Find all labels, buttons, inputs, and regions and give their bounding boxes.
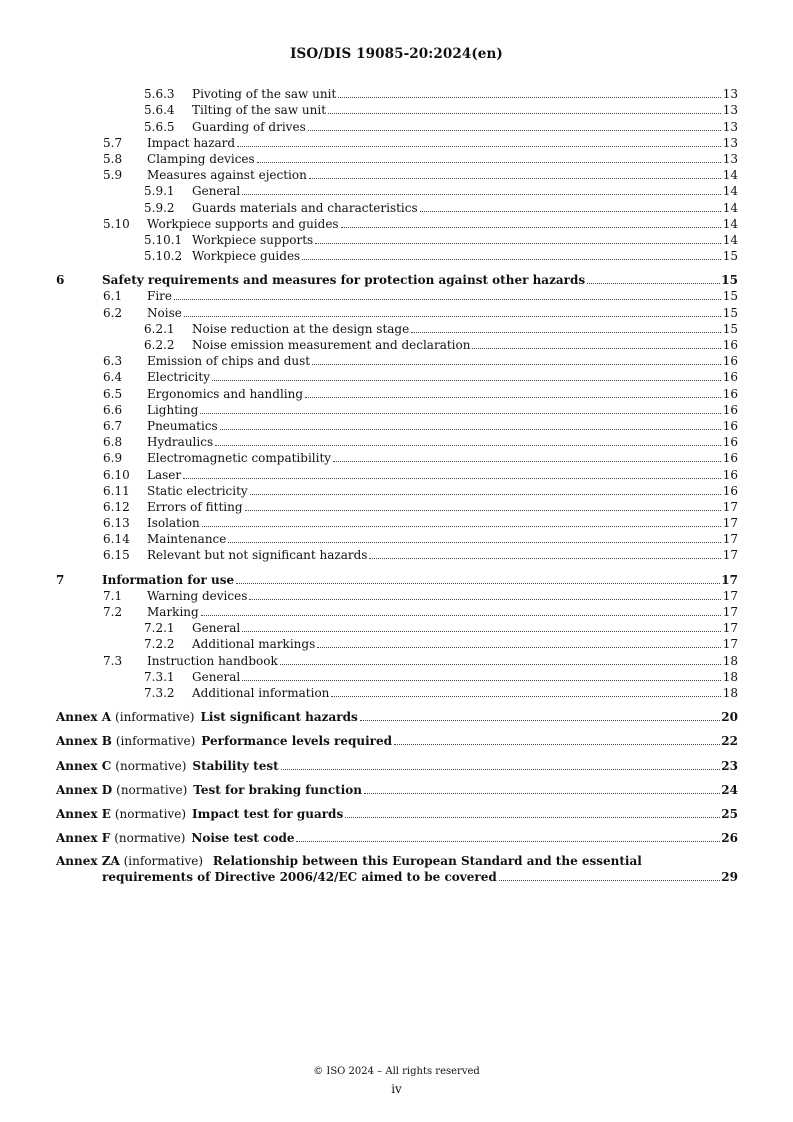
toc-entry-title-wrap <box>147 531 722 547</box>
toc-leader-dots <box>305 397 721 398</box>
toc-entry-title: Noise emission measurement and declaration <box>192 338 471 352</box>
toc-leader-dots <box>174 299 721 300</box>
toc-leader-dots <box>212 380 721 381</box>
toc-annex-entry[interactable] <box>56 806 738 822</box>
toc-entry-number: 7.3.1 <box>144 669 175 684</box>
toc-entry[interactable] <box>56 385 738 401</box>
toc-entry[interactable] <box>56 588 738 604</box>
annex-kind: (normative) <box>116 782 188 797</box>
annex-label: Annex B <box>56 734 112 749</box>
table-of-contents <box>56 86 738 885</box>
toc-entry[interactable] <box>56 669 738 685</box>
toc-entry-page: 14 <box>722 216 738 231</box>
toc-annex-title-wrap <box>56 782 721 798</box>
toc-entry-title-wrap <box>192 102 722 118</box>
annex-za-title-line1: Relationship between this European Standard and the essential <box>212 854 642 869</box>
toc-entry[interactable] <box>56 402 738 418</box>
toc-entry[interactable] <box>56 604 738 620</box>
toc-entry[interactable] <box>56 418 738 434</box>
toc-entry-title: General <box>192 184 241 199</box>
toc-entry-number: 6.6 <box>103 402 123 417</box>
toc-leader-dots <box>242 680 721 681</box>
toc-entry-title: Ergonomics and handling <box>147 386 304 401</box>
toc-entry-number: 6.4 <box>103 370 123 385</box>
toc-entry-title: Guards materials and characteristics <box>192 200 418 215</box>
toc-entry[interactable] <box>56 199 738 215</box>
annex-za-page: 29 <box>721 869 738 884</box>
toc-entry[interactable] <box>56 86 738 102</box>
toc-leader-dots <box>228 542 721 543</box>
toc-leader-dots <box>242 194 721 195</box>
toc-entry-title-wrap <box>147 216 722 232</box>
toc-leader-dots <box>341 227 721 228</box>
page-footer <box>0 1066 793 1096</box>
toc-entry-title: Information for use <box>102 572 235 587</box>
toc-entry-title-wrap <box>147 418 722 434</box>
toc-entry-title-wrap <box>147 588 722 604</box>
toc-entry-page: 15 <box>721 273 738 288</box>
toc-annex-title-wrap <box>56 709 721 725</box>
toc-entry-number: 5.8 <box>103 151 123 166</box>
toc-entry-number: 6.2.1 <box>144 321 175 336</box>
toc-entry[interactable] <box>56 167 738 183</box>
toc-entry-number: 7.2.2 <box>144 637 175 652</box>
toc-entry-title: Pneumatics <box>147 418 218 433</box>
toc-leader-dots <box>338 97 721 98</box>
toc-entry-title-wrap <box>192 636 722 652</box>
toc-entry-title-wrap <box>147 653 722 669</box>
toc-entry-page: 17 <box>722 516 738 531</box>
toc-leader-dots <box>360 720 721 721</box>
toc-entry-number: 5.10.1 <box>144 232 183 247</box>
toc-entry-number: 7.2.1 <box>144 621 175 636</box>
toc-entry-page: 16 <box>722 483 738 498</box>
toc-entry[interactable] <box>56 248 738 264</box>
toc-entry-number: 5.6.5 <box>144 119 175 134</box>
annex-title: List significant hazards <box>200 710 358 725</box>
toc-entry[interactable] <box>56 183 738 199</box>
annex-label: Annex A <box>56 710 112 725</box>
toc-leader-dots <box>296 841 720 842</box>
toc-entry-page: 16 <box>722 402 738 417</box>
toc-leader-dots <box>331 696 721 697</box>
toc-entry-page: 16 <box>722 370 738 385</box>
toc-entry-title-wrap <box>192 321 722 337</box>
toc-entry-title: Marking <box>147 605 199 619</box>
annex-page: 24 <box>721 782 738 797</box>
toc-entry-title: Noise reduction at the design stage <box>192 321 410 336</box>
toc-entry-page: 15 <box>722 289 738 304</box>
toc-entry-title-wrap <box>147 515 722 531</box>
toc-entry-number: 7.3.2 <box>144 685 175 700</box>
toc-entry-page: 16 <box>722 467 738 482</box>
toc-entry-page: 14 <box>722 200 738 215</box>
toc-entry-number: 5.9.1 <box>144 184 175 199</box>
toc-entry[interactable] <box>56 216 738 232</box>
toc-leader-dots <box>499 880 721 881</box>
toc-leader-dots <box>249 599 721 600</box>
toc-annex-title-wrap <box>56 758 721 774</box>
toc-entry[interactable] <box>56 321 738 337</box>
toc-entry[interactable] <box>56 466 738 482</box>
toc-entry-title: Pivoting of the saw unit <box>192 87 337 102</box>
toc-entry-number: 6.10 <box>103 467 130 482</box>
toc-entry-number: 5.6.4 <box>144 103 175 118</box>
toc-entry-title: Additional markings <box>192 637 316 652</box>
annex-label: Annex E <box>56 806 111 821</box>
toc-entry-number: 6.9 <box>103 451 123 466</box>
annex-za-title-line2: requirements of Directive 2006/42/EC aimed to be covered <box>102 869 497 884</box>
annex-page: 26 <box>721 831 738 846</box>
toc-entry-title-wrap <box>192 119 722 135</box>
toc-entry-title-wrap <box>192 669 722 685</box>
toc-entry[interactable] <box>56 304 738 320</box>
annex-label: Annex F <box>56 831 111 846</box>
toc-annexes <box>56 709 738 846</box>
toc-leader-dots <box>184 316 721 317</box>
toc-entry-title: Tilting of the saw unit <box>192 103 327 118</box>
annex-title: Test for braking function <box>193 782 363 797</box>
toc-entry-title: Safety requirements and measures for protection against other hazards <box>102 273 586 288</box>
toc-leader-dots <box>183 478 721 479</box>
annex-kind: (normative) <box>115 758 187 773</box>
toc-entry-page: 13 <box>722 87 738 102</box>
toc-annex-entry[interactable] <box>56 830 738 846</box>
toc-leader-dots <box>200 413 721 414</box>
toc-entry-title: General <box>192 669 241 684</box>
toc-entry-title-wrap <box>147 450 722 466</box>
toc-entry-page: 18 <box>722 685 738 700</box>
annex-page: 25 <box>721 806 738 821</box>
toc-entry-title: Workpiece supports and guides <box>147 216 339 231</box>
toc-entry[interactable] <box>56 685 738 701</box>
page-number: iv <box>391 1082 402 1096</box>
toc-entry-title: Electromagnetic compatibility <box>147 451 332 466</box>
toc-entry[interactable] <box>56 499 738 515</box>
toc-entry-page: 14 <box>722 168 738 183</box>
toc-entry[interactable] <box>56 620 738 636</box>
toc-entry-number: 6.2.2 <box>144 338 175 352</box>
toc-entry-title: Guarding of drives <box>192 119 306 134</box>
toc-entry-title-wrap <box>147 305 722 321</box>
toc-entry[interactable] <box>56 151 738 167</box>
toc-entry[interactable] <box>56 483 738 499</box>
toc-entry[interactable] <box>56 272 738 288</box>
toc-entry-title: Workpiece supports <box>192 232 314 247</box>
toc-entry-page: 13 <box>722 151 738 166</box>
toc-annex-entry[interactable] <box>56 733 738 749</box>
toc-entry-number: 5.7 <box>103 135 123 150</box>
toc-leader-dots <box>281 769 721 770</box>
toc-entry-title: Measures against ejection <box>147 168 307 183</box>
toc-leader-dots <box>315 243 721 244</box>
toc-entry-title-wrap <box>147 604 722 620</box>
toc-entry-page: 16 <box>722 435 738 450</box>
toc-annex-title-wrap <box>56 830 721 846</box>
toc-entry-page: 17 <box>722 621 738 636</box>
toc-leader-dots <box>257 162 721 163</box>
toc-entry-title: Clamping devices <box>147 151 255 166</box>
annex-kind: (normative) <box>114 831 186 846</box>
toc-entry-page: 17 <box>722 605 738 619</box>
toc-entry-title: Workpiece guides <box>192 249 301 264</box>
toc-entry-title-wrap <box>192 200 722 216</box>
toc-entry-title-wrap <box>192 620 722 636</box>
toc-annex-entry[interactable] <box>56 709 738 725</box>
toc-entry-number: 6.11 <box>103 483 130 498</box>
toc-entry-page: 16 <box>722 354 738 369</box>
toc-entry[interactable] <box>56 102 738 118</box>
toc-entry-title-wrap <box>147 386 722 402</box>
toc-leader-dots <box>215 445 721 446</box>
toc-annex-entry[interactable] <box>56 757 738 773</box>
toc-entry-page: 18 <box>722 653 738 668</box>
toc-leader-dots <box>364 793 720 794</box>
toc-leader-dots <box>369 558 721 559</box>
toc-leader-dots <box>309 178 721 179</box>
toc-entry-title-wrap <box>102 272 721 288</box>
annex-page: 22 <box>721 734 738 749</box>
toc-annex-za[interactable] <box>56 854 738 885</box>
toc-entry-title: Errors of fitting <box>147 499 243 514</box>
toc-leader-dots <box>333 461 721 462</box>
toc-entry-title: Warning devices <box>147 588 248 603</box>
toc-entry-page: 13 <box>722 103 738 118</box>
annex-za-kind: (informative) <box>123 854 204 869</box>
toc-entry[interactable] <box>56 232 738 248</box>
toc-entry-page: 16 <box>722 338 738 352</box>
toc-entry-title-wrap <box>147 499 722 515</box>
toc-entry-title-wrap <box>147 151 722 167</box>
toc-entry-number: 6.1 <box>103 289 123 304</box>
toc-entry-page: 16 <box>722 451 738 466</box>
toc-leader-dots <box>328 113 721 114</box>
toc-entry-number: 6 <box>56 273 65 288</box>
toc-entry[interactable] <box>56 369 738 385</box>
toc-leader-dots <box>394 744 720 745</box>
document-header: ISO/DIS 19085-20:2024(en) <box>290 46 503 62</box>
toc-entry-number: 6.15 <box>103 548 130 563</box>
toc-entry-number: 5.10 <box>103 216 130 231</box>
toc-entry-number: 7 <box>56 572 65 587</box>
toc-entry-title-wrap <box>192 685 722 701</box>
toc-entry-title: Hydraulics <box>147 435 214 450</box>
toc-entry-page: 17 <box>722 499 738 514</box>
toc-entry-number: 6.7 <box>103 418 123 433</box>
toc-entry-title: Lighting <box>147 402 199 417</box>
annex-kind: (informative) <box>115 734 196 749</box>
toc-entry-number: 6.8 <box>103 435 123 450</box>
toc-entry[interactable] <box>56 652 738 668</box>
toc-entry[interactable] <box>56 547 738 563</box>
toc-entry-number: 5.10.2 <box>144 249 183 264</box>
toc-entry-title: Emission of chips and dust <box>147 354 311 369</box>
toc-leader-dots <box>201 615 721 616</box>
toc-entry[interactable] <box>56 434 738 450</box>
annex-kind: (informative) <box>115 710 195 725</box>
toc-entry-title-wrap <box>192 232 722 248</box>
annex-title: Stability test <box>192 758 279 773</box>
toc-entry-page: 15 <box>722 249 738 264</box>
toc-leader-dots <box>312 364 721 365</box>
annex-page: 23 <box>721 758 738 773</box>
toc-leader-dots <box>587 283 720 284</box>
annex-title: Impact test for guards <box>192 806 344 821</box>
toc-entry[interactable] <box>56 337 738 353</box>
toc-leader-dots <box>250 494 721 495</box>
toc-entry-title-wrap <box>147 547 722 563</box>
toc-entry-title: Laser <box>147 467 182 482</box>
toc-entry-title: Additional information <box>192 685 330 700</box>
annex-za-label: Annex ZA <box>56 854 120 869</box>
toc-leader-dots <box>236 583 720 584</box>
toc-leader-dots <box>420 211 721 212</box>
toc-entry-title-wrap <box>147 353 722 369</box>
toc-leader-dots <box>472 348 721 349</box>
toc-entry-title: Static electricity <box>147 483 248 498</box>
toc-leader-dots <box>237 146 721 147</box>
toc-entry-title: Relevant but not significant hazards <box>147 548 368 563</box>
annex-kind: (normative) <box>114 806 187 821</box>
toc-entry-number: 6.3 <box>103 354 123 369</box>
toc-entry-number: 7.1 <box>103 588 123 603</box>
toc-annex-title-wrap <box>56 806 721 822</box>
toc-entry-page: 14 <box>722 232 738 247</box>
toc-entry-number: 7.2 <box>103 605 123 619</box>
toc-entry-page: 13 <box>722 135 738 150</box>
toc-entry[interactable] <box>56 531 738 547</box>
toc-entry[interactable] <box>56 636 738 652</box>
toc-entry-title-wrap <box>102 572 721 588</box>
toc-entry-title-wrap <box>192 86 722 102</box>
toc-entry-number: 6.12 <box>103 499 130 514</box>
copyright-notice: © ISO 2024 – All rights reserved <box>313 1066 480 1077</box>
toc-entry-number: 6.5 <box>103 386 123 401</box>
toc-entry-number: 5.6.3 <box>144 87 175 102</box>
toc-entry-title-wrap <box>192 337 722 353</box>
toc-entry-number: 5.9 <box>103 168 123 183</box>
toc-entry-number: 5.9.2 <box>144 200 175 215</box>
toc-entry-page: 15 <box>722 305 738 320</box>
annex-label: Annex D <box>56 782 113 797</box>
toc-entry-number: 6.2 <box>103 305 123 320</box>
toc-entry-page: 18 <box>722 669 738 684</box>
toc-entry-title-wrap <box>147 288 722 304</box>
toc-leader-dots <box>245 510 721 511</box>
toc-leader-dots <box>302 259 721 260</box>
toc-entry-title-wrap <box>147 402 722 418</box>
toc-entry-title-wrap <box>147 167 722 183</box>
toc-entry-title-wrap <box>147 135 722 151</box>
toc-entry-number: 7.3 <box>103 653 123 668</box>
toc-entry[interactable] <box>56 288 738 304</box>
annex-label: Annex C <box>56 758 112 773</box>
toc-entry-title: Noise <box>147 305 182 320</box>
toc-leader-dots <box>411 332 721 333</box>
toc-entry-page: 13 <box>722 119 738 134</box>
toc-entry-title: General <box>192 621 241 636</box>
annex-title: Noise test code <box>191 831 295 846</box>
toc-entries <box>56 86 738 701</box>
toc-leader-dots <box>220 429 721 430</box>
annex-title: Performance levels required <box>201 734 393 749</box>
toc-entry-page: 17 <box>722 532 738 547</box>
toc-entry[interactable] <box>56 571 738 587</box>
toc-entry-number: 6.13 <box>103 516 130 531</box>
toc-entry-title: Impact hazard <box>147 135 236 150</box>
toc-entry-title-wrap <box>147 369 722 385</box>
toc-entry[interactable] <box>56 135 738 151</box>
toc-entry-page: 15 <box>722 321 738 336</box>
toc-entry-page: 17 <box>721 572 738 587</box>
toc-leader-dots <box>280 664 721 665</box>
toc-leader-dots <box>202 526 721 527</box>
toc-leader-dots <box>242 631 721 632</box>
toc-leader-dots <box>308 130 721 131</box>
annex-page: 20 <box>721 710 738 725</box>
toc-annex-entry[interactable] <box>56 782 738 798</box>
toc-entry[interactable] <box>56 515 738 531</box>
toc-entry-title-wrap <box>192 248 722 264</box>
toc-entry-title: Isolation <box>147 516 200 531</box>
toc-entry-page: 17 <box>722 588 738 603</box>
toc-entry-title: Fire <box>147 289 173 304</box>
toc-leader-dots <box>317 647 721 648</box>
toc-entry-title: Maintenance <box>147 532 227 547</box>
toc-entry-page: 17 <box>722 637 738 652</box>
toc-annex-title-wrap <box>56 733 721 749</box>
toc-entry-page: 14 <box>722 184 738 199</box>
toc-entry-title: Electricity <box>147 370 210 385</box>
toc-leader-dots <box>345 817 720 818</box>
toc-entry[interactable] <box>56 450 738 466</box>
toc-entry-number: 6.14 <box>103 532 130 547</box>
toc-entry[interactable] <box>56 118 738 134</box>
toc-entry-title: Instruction handbook <box>147 653 278 668</box>
toc-entry-title-wrap <box>147 434 722 450</box>
toc-entry-page: 17 <box>722 548 738 563</box>
toc-entry-title-wrap <box>147 467 722 483</box>
toc-entry[interactable] <box>56 353 738 369</box>
toc-entry-page: 16 <box>722 386 738 401</box>
toc-entry-title-wrap <box>192 183 722 199</box>
toc-entry-page: 16 <box>722 418 738 433</box>
toc-entry-title-wrap <box>147 483 722 499</box>
